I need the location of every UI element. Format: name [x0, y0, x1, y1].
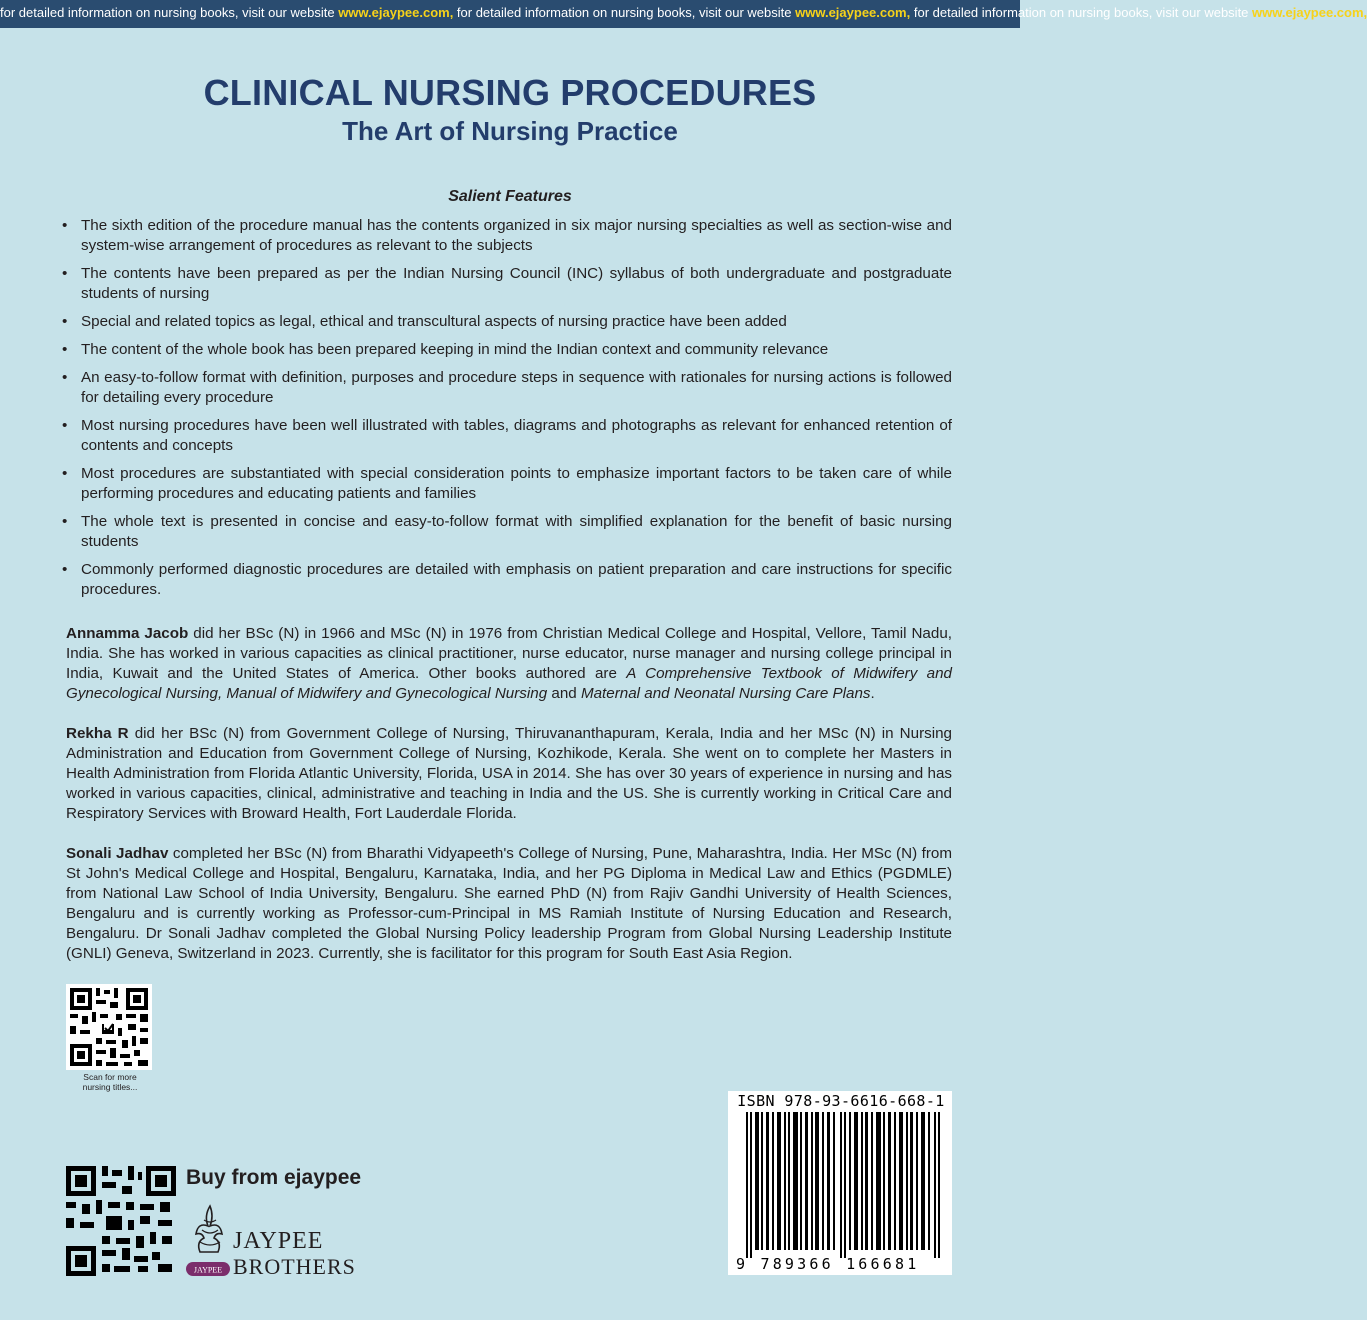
author-name: Annamma Jacob	[66, 625, 189, 642]
author-bio	[66, 844, 952, 964]
buy-link[interactable]: Buy from ejaypee	[186, 1166, 362, 1189]
qr-caption-line: nursing titles...	[82, 1082, 138, 1092]
logo-badge-text: JAYPEE	[193, 1265, 223, 1275]
bullet-icon: •	[62, 465, 68, 482]
features-list	[60, 216, 952, 608]
feature-item	[60, 560, 952, 600]
feature-item	[60, 512, 952, 552]
banner-text: for detailed information on nursing books, visit our website	[0, 5, 339, 20]
bullet-icon: •	[62, 513, 68, 530]
feature-text: Most nursing procedures have been well illustrated with tables, diagrams and photographs as relevant for enhanced retention of contents and concepts	[81, 417, 952, 454]
publisher-name-line1: JAYPEE	[233, 1228, 324, 1254]
qr-code-large[interactable]	[66, 1166, 176, 1276]
feature-text: An easy-to-follow format with definition, purposes and procedure steps in sequence with rationales for nursing actions is followed for detailing every procedure	[81, 369, 952, 406]
banner-text: for detailed information on nursing books, visit our website	[910, 5, 1253, 20]
author-bio-text: .	[870, 685, 875, 702]
author-bio-text: did her BSc (N) in 1966 and MSc (N) in 1976 from Christian Medical College and Hospital, Vellore, Tamil Nadu, India. She has worked in various capacities as clinical practitioner, nurse educator, nurse manager and nursing college principal in India, Kuwait and the United States of America. Other books authored are	[66, 625, 952, 682]
feature-text: Special and related topics as legal, ethical and transcultural aspects of nursing practice have been added	[81, 313, 787, 330]
author-name: Rekha R	[66, 725, 129, 742]
feature-item	[60, 312, 952, 332]
publisher-name-line2: BROTHERS	[233, 1254, 356, 1279]
bullet-icon: •	[62, 217, 68, 234]
feature-text: Commonly performed diagnostic procedures are detailed with emphasis on patient preparation and care instructions for specific procedures.	[81, 561, 952, 598]
feature-text: The sixth edition of the procedure manual has the contents organized in six major nursing specialties as well as section-wise and system-wise arrangement of procedures as relevant to the subjects	[81, 217, 952, 254]
feature-text: The contents have been prepared as per the Indian Nursing Council (INC) syllabus of both undergraduate and postgraduate students of nursing	[81, 265, 952, 302]
feature-item	[60, 264, 952, 304]
qr-caption-line: Scan for more	[83, 1072, 137, 1082]
bullet-icon: •	[62, 561, 68, 578]
feature-item	[60, 216, 952, 256]
feature-item	[60, 340, 952, 360]
bullet-icon: •	[62, 417, 68, 434]
book-title: CLINICAL NURSING PROCEDURES	[203, 72, 817, 113]
bullet-icon: •	[62, 313, 68, 330]
top-banner	[0, 0, 1367, 28]
feature-text: The whole text is presented in concise and easy-to-follow format with simplified explanation for the benefit of basic nursing students	[81, 513, 952, 550]
features-heading: Salient Features	[448, 188, 572, 205]
book-reference: Maternal and Neonatal Nursing Care Plans	[580, 685, 871, 702]
qr-code-small[interactable]	[66, 984, 152, 1070]
banner-link[interactable]: www.ejaypee.com,	[338, 5, 454, 20]
isbn-label: ISBN 978-93-6616-668-1	[737, 1092, 945, 1110]
banner-link[interactable]: www.ejaypee.com,	[795, 5, 911, 20]
bullet-icon: •	[62, 341, 68, 358]
barcode-icon	[744, 1112, 944, 1258]
author-name: Sonali Jadhav	[66, 845, 169, 862]
book-reference: A Comprehensive Textbook of Midwifery and Gynecological Nursing, Manual of Midwifery and Gynecological Nursing	[66, 665, 952, 702]
author-bio-text: completed her BSc (N) from Bharathi Vidyapeeth's College of Nursing, Pune, Maharashtra, India. Her MSc (N) from St John's Medical College and Hospital, Bengaluru, Karnataka, India, and her PG Diploma in Medical Law and Ethics (PGDMLE) from National Law School of India University, Bengaluru. She earned PhD (N) from Rajiv Gandhi University of Health Sciences, Bengaluru and is currently working as Professor-cum-Principal in MS Ramiah Institute of Nursing Education and Research, Bengaluru. Dr Sonali Jadhav completed the Global Nursing Policy leadership Program from Global Nursing Leadership Institute (GNLI) Geneva, Switzerland in 2023. Currently, she is facilitator for this program for South East Asia Region.	[66, 845, 952, 962]
qr-caption	[60, 1072, 160, 1092]
author-bio-text: did her BSc (N) from Government College of Nursing, Thiruvananthapuram, Kerala, India and her MSc (N) in Nursing Administration and Education from Government College of Nursing, Kozhikode, Kerala. She went on to complete her Masters in Health Administration from Florida Atlantic University, Florida, USA in 2014. She has over 30 years of experience in nursing and has worked in various capacities, clinical, administrative and teaching in India and the US. She is currently working in Critical Care and Respiratory Services with Broward Health, Fort Lauderdale Florida.	[66, 725, 952, 822]
feature-item	[60, 368, 952, 408]
author-bio-text: and	[547, 685, 581, 702]
banner-text: for detailed information on nursing books, visit our website	[453, 5, 796, 20]
feature-text: The content of the whole book has been prepared keeping in mind the Indian context and community relevance	[81, 341, 829, 358]
feature-item	[60, 416, 952, 456]
bullet-icon: •	[62, 369, 68, 386]
feature-item	[60, 464, 952, 504]
author-bio	[66, 624, 952, 704]
author-bio	[66, 724, 952, 824]
book-subtitle: The Art of Nursing Practice	[342, 116, 678, 146]
barcode-number: 9 789366 166681	[736, 1255, 920, 1273]
bullet-icon: •	[62, 265, 68, 282]
qr-code-icon	[66, 984, 152, 1070]
banner-link[interactable]: www.ejaypee.com,	[1252, 5, 1367, 20]
feature-text: Most procedures are substantiated with special consideration points to emphasize important factors to be taken care of while performing procedures and educating patients and families	[81, 465, 952, 502]
